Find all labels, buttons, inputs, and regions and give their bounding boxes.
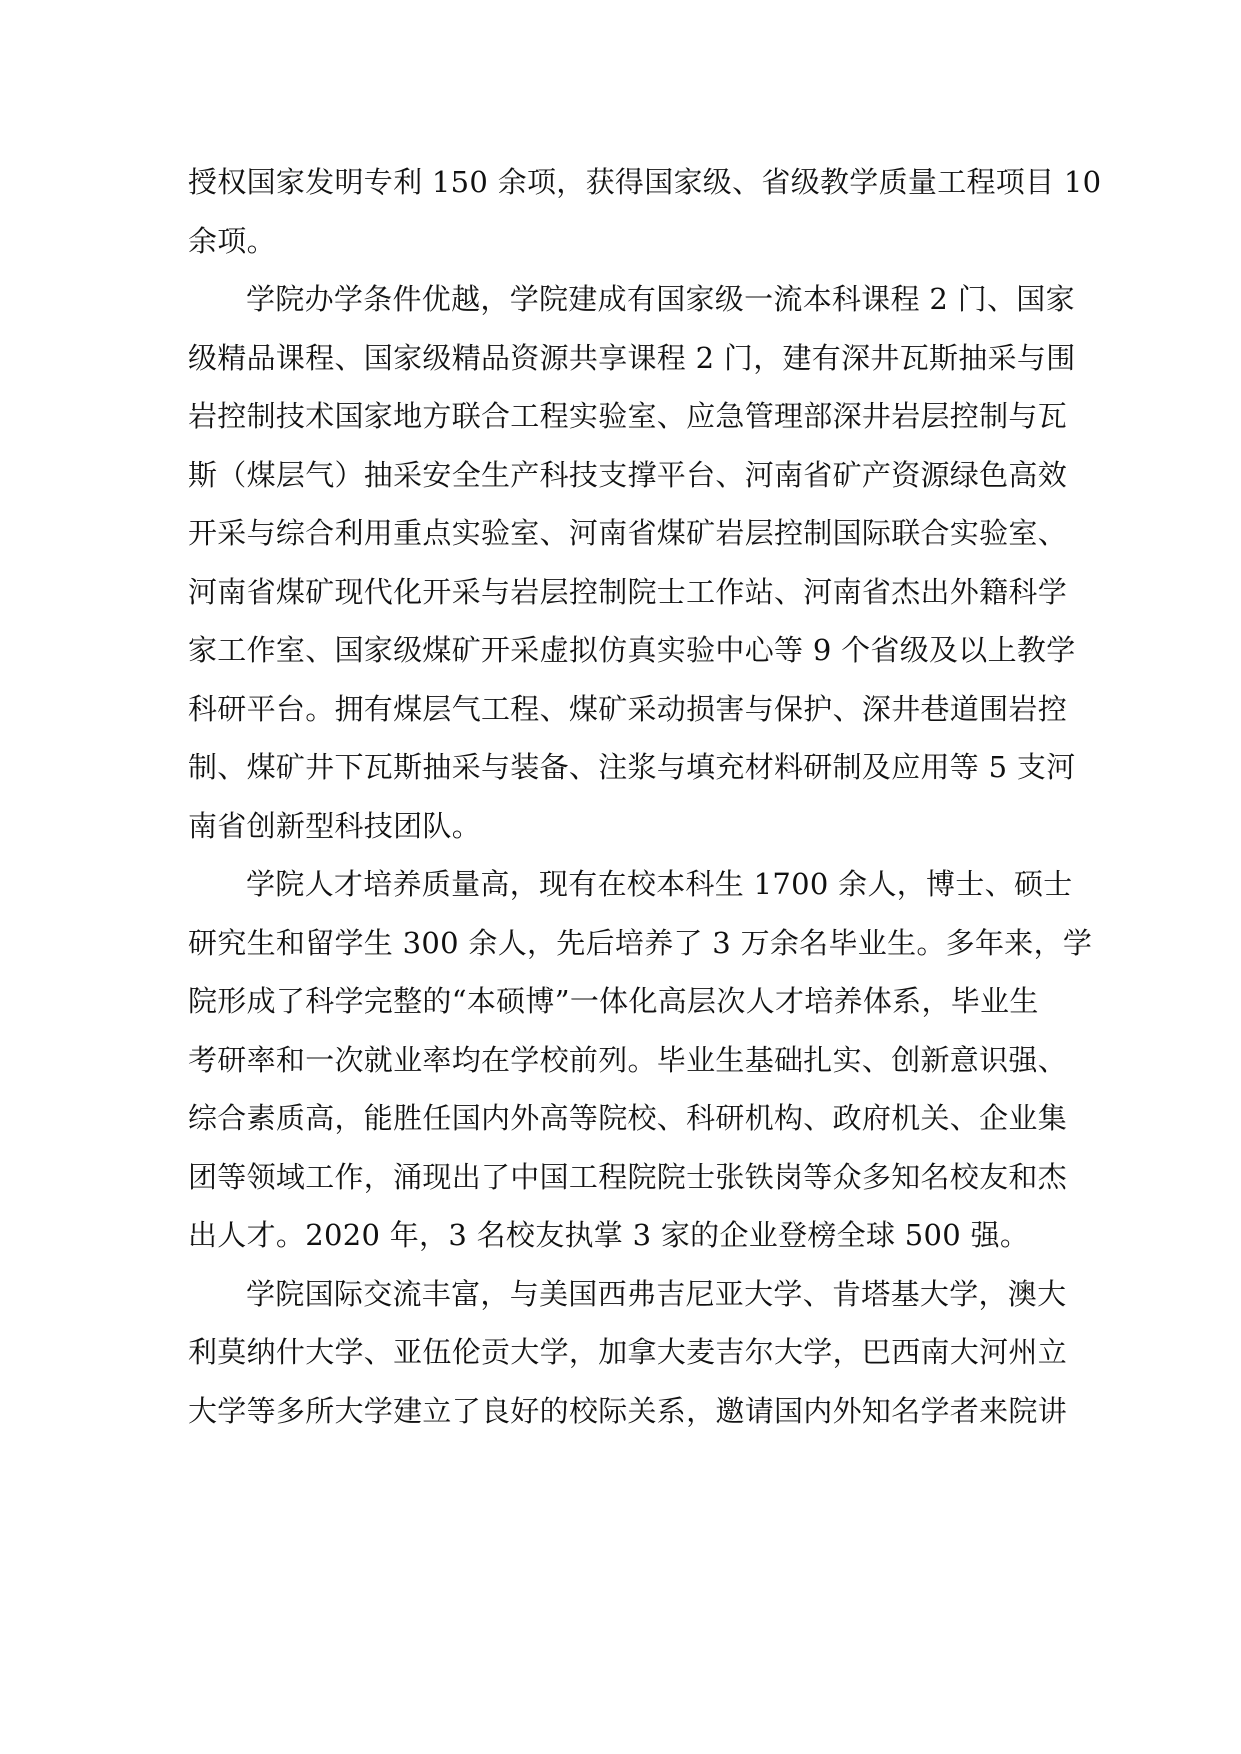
text-line: 科研平台。拥有煤层气工程、煤矿采动损害与保护、深井巷道围岩控 bbox=[188, 691, 1068, 726]
text-line: 考研率和一次就业率均在学校前列。毕业生基础扎实、创新意识强、 bbox=[188, 1042, 1068, 1077]
text-line: 院形成了科学完整的“本硕博”一体化高层次人才培养体系，毕业生 bbox=[188, 984, 1039, 1018]
paragraph-first-line: 学院国际交流丰富，与美国西弗吉尼亚大学、肯塔基大学，澳大 bbox=[246, 1276, 1067, 1311]
text-line: 授权国家发明专利 150 余项，获得国家级、省级教学质量工程项目 10 bbox=[188, 165, 1102, 199]
text-line: 出人才。2020 年，3 名校友执掌 3 家的企业登榜全球 500 强。 bbox=[188, 1218, 1030, 1252]
text-line: 级精品课程、国家级精品资源共享课程 2 门，建有深井瓦斯抽采与围 bbox=[188, 340, 1076, 375]
text-line: 河南省煤矿现代化开采与岩层控制院士工作站、河南省杰出外籍科学 bbox=[188, 574, 1068, 609]
text-line: 大学等多所大学建立了良好的校际关系，邀请国内外知名学者来院讲 bbox=[188, 1393, 1068, 1428]
text-line: 南省创新型科技团队。 bbox=[188, 808, 482, 843]
text-line: 斯（煤层气）抽采安全生产科技支撑平台、河南省矿产资源绿色高效 bbox=[188, 457, 1068, 492]
text-line: 研究生和留学生 300 余人，先后培养了 3 万余名毕业生。多年来，学 bbox=[188, 925, 1093, 960]
text-line: 余项。 bbox=[188, 223, 276, 258]
text-line: 团等领域工作，涌现出了中国工程院院士张铁岗等众多知名校友和杰 bbox=[188, 1159, 1068, 1194]
text-line: 开采与综合利用重点实验室、河南省煤矿岩层控制国际联合实验室、 bbox=[188, 516, 1068, 550]
text-line: 制、煤矿井下瓦斯抽采与装备、注浆与填充材料研制及应用等 5 支河 bbox=[188, 750, 1076, 784]
text-line: 利莫纳什大学、亚伍伦贡大学，加拿大麦吉尔大学，巴西南大河州立 bbox=[188, 1335, 1068, 1369]
text-line: 综合素质高，能胜任国内外高等院校、科研机构、政府机关、企业集 bbox=[188, 1101, 1068, 1135]
paragraph-first-line: 学院人才培养质量高，现有在校本科生 1700 余人，博士、硕士 bbox=[246, 867, 1073, 901]
body-text bbox=[188, 153, 1102, 1440]
paragraph-first-line: 学院办学条件优越，学院建成有国家级一流本科课程 2 门、国家 bbox=[246, 282, 1075, 316]
text-line: 家工作室、国家级煤矿开采虚拟仿真实验中心等 9 个省级及以上教学 bbox=[188, 633, 1076, 667]
text-line: 岩控制技术国家地方联合工程实验室、应急管理部深井岩层控制与瓦 bbox=[188, 399, 1068, 433]
